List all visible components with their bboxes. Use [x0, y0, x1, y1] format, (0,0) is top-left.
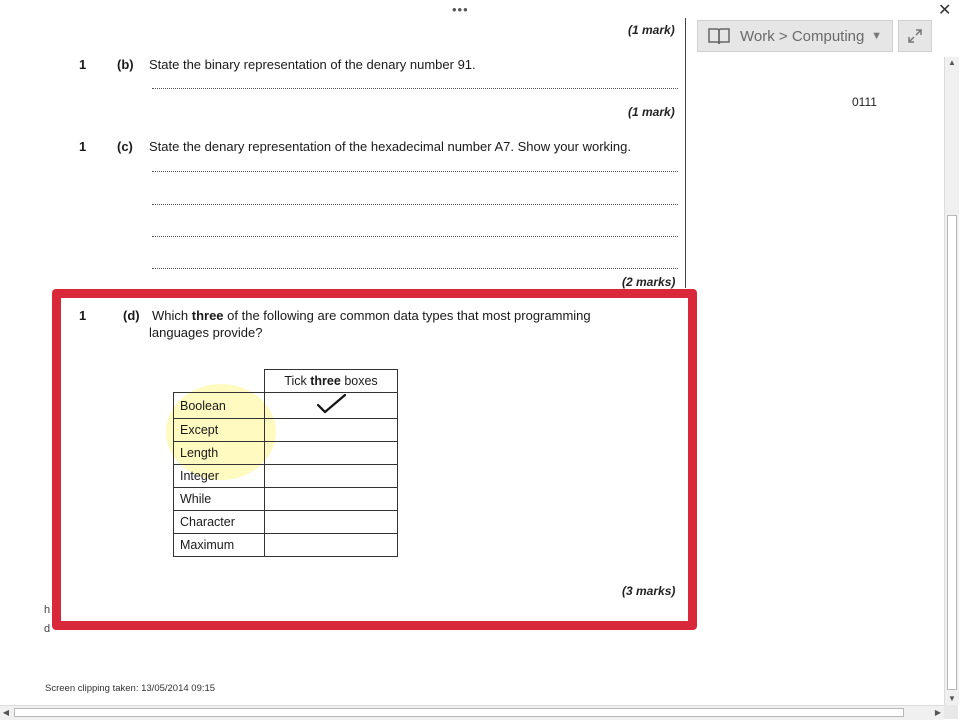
option-label: Boolean [174, 393, 265, 419]
notebook-location-button[interactable] [697, 20, 893, 52]
question-b-letter: (b) [117, 57, 134, 72]
book-icon [708, 27, 730, 45]
question-d-text: Which three of the following are common data types that most programming [152, 308, 591, 323]
question-b-number: 1 [79, 57, 87, 72]
option-label: Character [174, 511, 265, 534]
margin-text-h: h [44, 604, 51, 616]
mark-c: (2 marks) [622, 275, 676, 289]
chevron-down-icon: ▼ [871, 30, 882, 42]
vertical-scrollbar[interactable] [944, 57, 959, 705]
mark-d: (3 marks) [622, 584, 676, 598]
answer-line-c1 [152, 171, 678, 172]
option-label: While [174, 488, 265, 511]
question-d-number: 1 [79, 308, 87, 323]
tick-header: Tick three boxes [265, 370, 398, 393]
question-c-text: State the denary representation of the hexadecimal number A7. Show your working. [149, 139, 632, 154]
option-label: Integer [174, 465, 265, 488]
option-label: Except [174, 419, 265, 442]
scrollbar-corner [944, 705, 958, 719]
horizontal-scrollbar[interactable] [0, 705, 944, 720]
notebook-path-label: Work > Computing [740, 27, 865, 45]
expand-icon [908, 29, 922, 43]
answer-line-c2 [152, 204, 678, 205]
question-b-text: State the binary representation of the denary number 91. [149, 57, 476, 72]
question-c-letter: (c) [117, 139, 133, 154]
answer-line-b [152, 88, 678, 89]
mark-b: (1 mark) [628, 105, 675, 119]
question-d-letter: (d) [123, 308, 140, 323]
scroll-down-icon[interactable]: ▼ [948, 694, 956, 703]
answer-line-c3 [152, 236, 678, 237]
option-label: Maximum [174, 534, 265, 557]
screen-clipping-footer: Screen clipping taken: 13/05/2014 09:15 [45, 683, 216, 694]
scroll-up-icon[interactable]: ▲ [948, 58, 956, 67]
side-note-text: 0111 [852, 95, 877, 109]
more-options-icon[interactable]: ••• [452, 2, 469, 17]
red-highlight-rectangle [52, 289, 697, 630]
question-d-text-line2: languages provide? [149, 325, 263, 340]
close-icon[interactable]: ✕ [938, 2, 952, 19]
vertical-scroll-thumb[interactable] [947, 215, 957, 690]
scroll-right-icon[interactable]: ▶ [934, 708, 942, 717]
scroll-left-icon[interactable]: ◀ [2, 708, 10, 717]
page-edge-divider [685, 18, 686, 288]
margin-text-d: d [44, 623, 51, 635]
question-c-number: 1 [79, 139, 87, 154]
option-label: Length [174, 442, 265, 465]
mark-a: (1 mark) [628, 23, 675, 37]
horizontal-scroll-thumb[interactable] [14, 708, 904, 717]
answer-line-c4 [152, 268, 678, 269]
expand-button[interactable] [898, 20, 932, 52]
